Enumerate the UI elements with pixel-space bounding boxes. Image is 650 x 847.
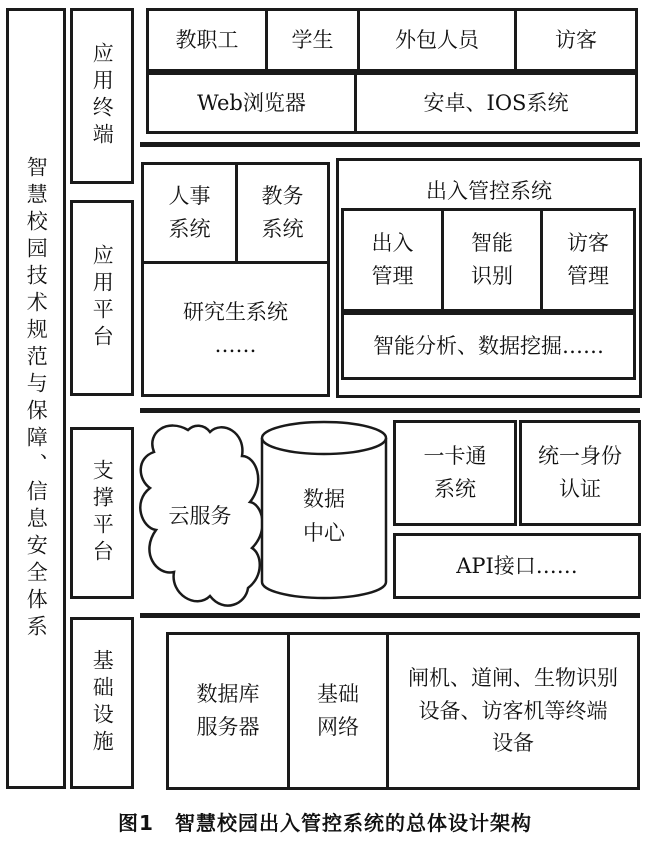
unified-identity-label: 统一身份 认证 bbox=[538, 444, 622, 501]
cloud-service-label: 云服务 bbox=[168, 504, 232, 528]
terminal-devices-label: 闸机、道闸、生物识别 设备、访客机等终端 设备 bbox=[408, 666, 618, 756]
client-mobile-os-label: 安卓、IOS系统 bbox=[423, 90, 569, 115]
api-interface bbox=[393, 533, 641, 599]
terminal-devices bbox=[386, 632, 640, 790]
basic-network bbox=[287, 632, 389, 790]
data-center-label: 数据中心 bbox=[303, 487, 345, 545]
database-server bbox=[166, 632, 290, 790]
layer-label-terminal: 应用终端 bbox=[90, 42, 115, 150]
api-interface-label: API接口…… bbox=[456, 553, 578, 578]
layer-label-infra: 基础设施 bbox=[90, 649, 115, 757]
unified-identity-auth bbox=[519, 420, 641, 526]
module-smart-recognition-label: 智能 识别 bbox=[471, 231, 513, 288]
campus-card-label: 一卡通 系统 bbox=[423, 444, 487, 501]
analytics-mining-label: 智能分析、数据挖掘…… bbox=[373, 333, 604, 358]
user-visitor-label: 访客 bbox=[555, 27, 597, 52]
graduate-system-label: 研究生系统 …… bbox=[183, 300, 288, 357]
layer-divider-3 bbox=[140, 613, 640, 618]
user-student-label: 学生 bbox=[291, 27, 334, 52]
layer-label-platform: 应用平台 bbox=[90, 244, 115, 352]
user-contractor-label: 外包人员 bbox=[395, 27, 479, 52]
access-control-title: 出入管控系统 bbox=[426, 179, 552, 203]
academic-system-label: 教务 系统 bbox=[261, 184, 304, 241]
layer-label-support: 支撑平台 bbox=[90, 459, 115, 567]
banner-label: 智慧校园技术规范与保障、信息安全体系 bbox=[24, 155, 49, 642]
campus-card-system bbox=[393, 420, 517, 526]
client-web-browser-label: Web浏览器 bbox=[197, 90, 306, 115]
module-visitor-management-label: 访客 管理 bbox=[567, 231, 609, 288]
basic-network-label: 基础 网络 bbox=[317, 682, 359, 739]
hr-system-label: 人事 系统 bbox=[168, 184, 211, 241]
module-entry-exit-label: 出入 管理 bbox=[371, 231, 414, 288]
database-server-label: 数据库 服务器 bbox=[196, 682, 260, 739]
user-faculty-label: 教职工 bbox=[175, 27, 239, 52]
figure-caption: 图1 智慧校园出入管控系统的总体设计架构 bbox=[118, 811, 532, 835]
